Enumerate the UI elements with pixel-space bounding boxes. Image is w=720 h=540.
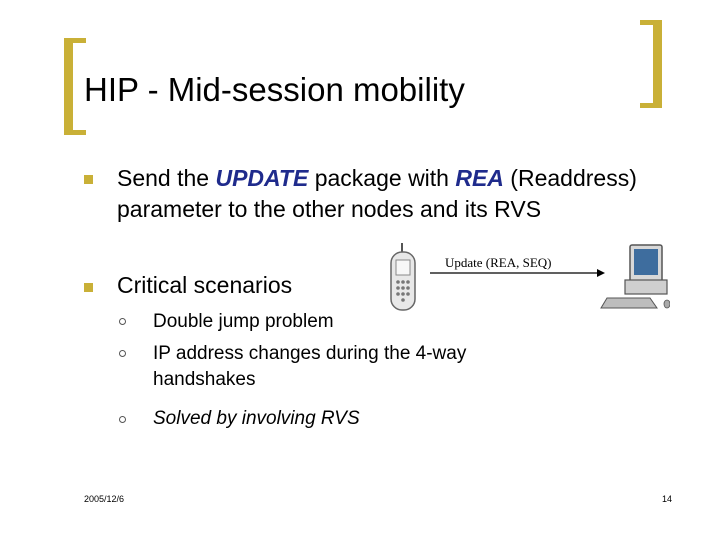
bullet-update-post: (Readdress) parameter to the other nodes and its RVS [117, 165, 637, 222]
page-number: 14 [662, 494, 673, 504]
desktop-computer-icon [601, 245, 670, 308]
left-bracket-decoration [64, 38, 73, 135]
sub-bullet-double-jump: Double jump problem [153, 311, 334, 332]
mobile-phone-icon [391, 243, 415, 310]
bullet-square-icon [84, 283, 93, 292]
sub-bullet-solved-rvs: Solved by involving RVS [153, 408, 360, 429]
sub-bullet-circle-icon [119, 416, 126, 423]
footer-date: 2005/12/6 [84, 494, 125, 504]
left-bracket-bottom-decoration [64, 130, 86, 135]
sub-bullet-circle-icon [119, 318, 126, 325]
keyword-rea: REA [455, 165, 504, 191]
bullet-square-icon [84, 175, 93, 184]
slide-title: HIP - Mid-session mobility [84, 71, 465, 108]
update-diagram [375, 240, 670, 320]
keyword-update: UPDATE [215, 165, 309, 191]
update-message-label: Update (REA, SEQ) [445, 255, 552, 270]
right-bracket-top-decoration [640, 20, 662, 25]
right-bracket-bottom-decoration [640, 103, 662, 108]
update-diagram-graphic [375, 240, 670, 320]
bullet-update-mid: package with [308, 165, 456, 191]
bullet-update-pre: Send the [117, 165, 216, 191]
sub-bullet-ip-change: IP address changes during the 4-way handshakes [153, 343, 467, 390]
right-bracket-decoration [653, 20, 662, 108]
bullet-critical-scenarios: Critical scenarios [117, 272, 293, 298]
sub-bullet-circle-icon [119, 350, 126, 357]
left-bracket-top-decoration [64, 38, 86, 43]
bullet-update-text [117, 163, 637, 225]
